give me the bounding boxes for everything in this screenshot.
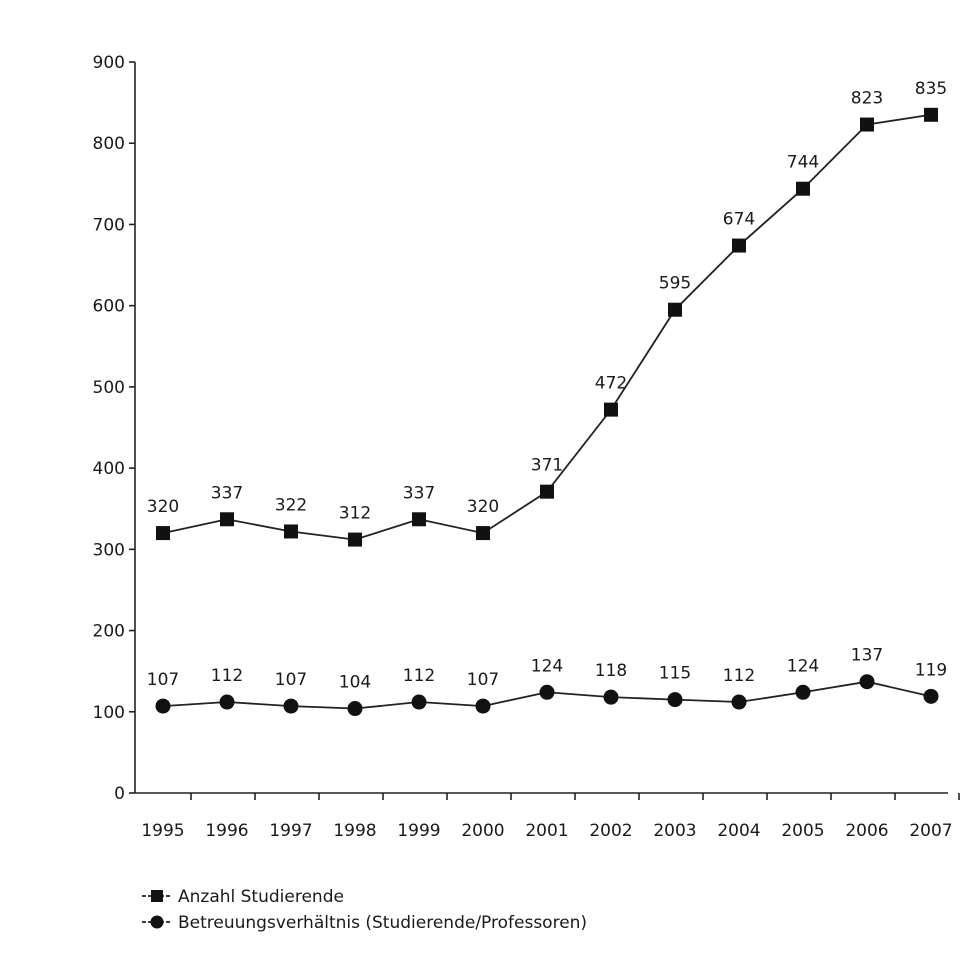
data-label: 104: [338, 672, 372, 693]
y-tick-label: 200: [92, 621, 125, 642]
x-tick-label: 2002: [589, 821, 633, 841]
data-label: 322: [274, 495, 308, 516]
data-label: 107: [146, 670, 180, 691]
data-label: 112: [402, 666, 436, 687]
data-label: 124: [786, 656, 820, 677]
data-point-circle: [604, 690, 619, 705]
data-point-circle: [668, 692, 683, 707]
x-tick-label: 1996: [205, 821, 249, 841]
legend-label: Anzahl Studierende: [178, 887, 344, 907]
x-tick-label: 2004: [717, 821, 761, 841]
legend-marker-square: [151, 890, 163, 902]
series-layer: [147, 79, 947, 716]
data-point-circle: [348, 701, 363, 716]
x-tick-label: 2005: [781, 821, 825, 841]
data-point-square: [284, 524, 298, 538]
y-tick-label: 900: [92, 53, 125, 73]
data-label: 337: [402, 483, 436, 504]
data-point-square: [540, 485, 554, 499]
data-label: 124: [530, 656, 564, 677]
legend-marker-circle: [151, 916, 164, 929]
data-point-square: [220, 512, 234, 526]
legend-label: Betreuungsverhältnis (Studierende/Professoren): [178, 913, 588, 933]
data-label: 112: [210, 666, 244, 687]
x-tick-label: 1995: [141, 821, 185, 841]
data-label: 823: [850, 88, 884, 109]
data-label: 107: [274, 670, 308, 691]
y-tick-label: 100: [92, 702, 125, 723]
data-point-square: [156, 526, 170, 540]
data-point-square: [604, 403, 618, 417]
x-axis-ticks: [141, 793, 959, 841]
x-tick-label: 2000: [461, 821, 505, 841]
x-tick-label: 1999: [397, 821, 441, 841]
data-point-circle: [412, 695, 427, 710]
data-label: 112: [722, 666, 756, 687]
y-axis-ticks: [93, 53, 135, 804]
data-point-circle: [540, 685, 555, 700]
x-tick-label: 2001: [525, 821, 569, 841]
data-label: 118: [594, 661, 628, 682]
series-1: [147, 79, 947, 547]
data-label: 371: [530, 455, 564, 476]
y-tick-label: 700: [92, 215, 125, 236]
data-label: 674: [722, 209, 756, 230]
y-tick-label: 0: [114, 784, 125, 804]
data-point-circle: [924, 689, 939, 704]
y-tick-label: 800: [92, 134, 125, 155]
data-label: 595: [658, 273, 692, 294]
data-point-square: [348, 533, 362, 547]
data-label: 115: [658, 663, 692, 684]
y-tick-label: 300: [92, 540, 125, 561]
data-label: 744: [786, 152, 820, 173]
x-tick-label: 2006: [845, 821, 889, 841]
data-point-square: [476, 526, 490, 540]
legend-item-2: [142, 913, 587, 933]
y-tick-label: 600: [92, 296, 125, 317]
y-tick-label: 400: [92, 459, 125, 480]
data-point-square: [860, 118, 874, 132]
data-point-square: [668, 303, 682, 317]
data-point-square: [924, 108, 938, 122]
series-line: [163, 115, 931, 540]
data-point-circle: [220, 695, 235, 710]
data-label: 320: [466, 497, 500, 518]
data-label: 320: [146, 497, 180, 518]
data-label: 119: [914, 660, 948, 681]
data-point-circle: [284, 699, 299, 714]
data-label: 337: [210, 483, 244, 504]
data-point-circle: [476, 699, 491, 714]
x-tick-label: 2003: [653, 821, 697, 841]
data-point-square: [796, 182, 810, 196]
data-label: 312: [338, 503, 372, 524]
data-label: 137: [850, 645, 884, 666]
data-point-circle: [732, 695, 747, 710]
legend: [142, 887, 587, 933]
data-point-square: [412, 512, 426, 526]
legend-item-1: [142, 887, 344, 907]
data-label: 472: [594, 373, 628, 394]
series-2: [147, 646, 947, 716]
data-label: 107: [466, 670, 500, 691]
x-tick-label: 2007: [909, 821, 953, 841]
data-point-circle: [796, 685, 811, 700]
data-point-circle: [860, 674, 875, 689]
data-point-circle: [156, 699, 171, 714]
y-tick-label: 500: [92, 377, 125, 398]
x-tick-label: 1998: [333, 821, 377, 841]
x-tick-label: 1997: [269, 821, 313, 841]
data-label: 835: [914, 78, 948, 99]
data-point-square: [732, 239, 746, 253]
